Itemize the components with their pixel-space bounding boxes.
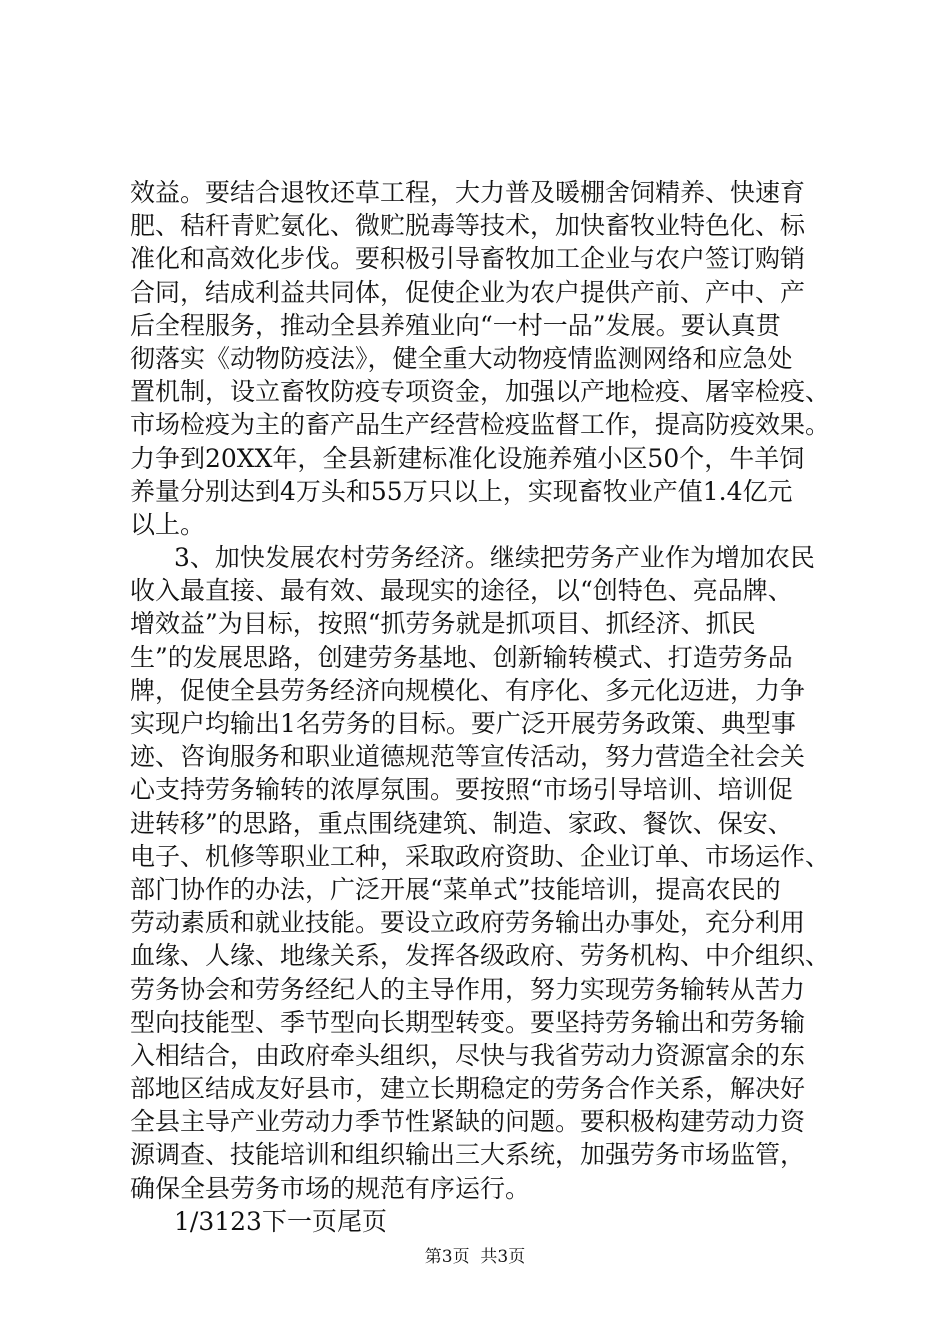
text-line: 肥、秸秆青贮氨化、微贮脱毒等技术，加快畜牧业特色化、标 [130,211,806,241]
text-line: 源调查、技能培训和组织输出三大系统，加强劳务市场监管， [130,1140,806,1170]
text-line: 确保全县劳务市场的规范有序运行。 [130,1173,531,1203]
text-line: 血缘、人缘、地缘关系，发挥各级政府、劳务机构、中介组织、 [130,941,831,971]
text-line: 心支持劳务输转的浓厚氛围。要按照“市场引导培训、培训促 [130,775,793,805]
pagination-text: 1/3123下一页尾页 [174,1206,387,1236]
text-line: 养量分别达到4万头和55万只以上，实现畜牧业产值1.4亿元 [130,476,793,506]
text-line: 生”的发展思路，创建劳务基地、创新输转模式、打造劳务品 [130,642,793,672]
text-line: 实现户均输出1名劳务的目标。要广泛开展劳务政策、典型事 [130,709,796,738]
text-line: 增效益”为目标，按照“抓劳务就是抓项目、抓经济、抓民 [130,609,756,639]
text-line: 型向技能型、季节型向长期型转变。要坚持劳务输出和劳务输 [130,1007,806,1037]
text-line: 部门协作的办法，广泛开展“菜单式”技能培训，提高农民的 [130,874,781,904]
text-line: 准化和高效化步伐。要积极引导畜牧加工企业与农户签订购销 [130,244,806,274]
page-footer: 第3页 共3页 [424,1247,526,1267]
text-line: 彻落实《动物防疫法》，健全重大动物疫情监测网络和应急处 [130,343,793,373]
body-text [130,176,830,1238]
text-line: 牌，促使全县劳务经济向规模化、有序化、多元化迈进，力争 [130,675,806,705]
text-line: 置机制，设立畜牧防疫专项资金，加强以产地检疫、屠宰检疫、 [130,377,831,407]
text-line: 劳务协会和劳务经纪人的主导作用，努力实现劳务输转从苦力 [130,974,806,1004]
text-line: 后全程服务，推动全县养殖业向“一村一品”发展。要认真贯 [130,310,781,340]
text-line: 迹、咨询服务和职业道德规范等宣传活动，努力营造全社会关 [130,742,806,772]
text-line: 合同，结成利益共同体，促使企业为农户提供产前、产中、产 [130,277,806,307]
text-line: 以上。 [130,509,206,539]
paragraph-start-line: 3、加快发展农村劳务经济。继续把劳务产业作为增加农民 [174,543,815,573]
text-line: 全县主导产业劳动力季节性紧缺的问题。要积极构建劳动力资 [130,1107,806,1137]
text-line: 市场检疫为主的畜产品生产经营检疫监督工作，提高防疫效果。 [130,410,831,440]
text-line: 效益。要结合退牧还草工程，大力普及暖棚舍饲精养、快速育 [130,178,806,207]
text-line: 进转移”的思路，重点围绕建筑、制造、家政、餐饮、保安、 [130,808,793,838]
text-line: 收入最直接、最有效、最现实的途径，以“创特色、亮品牌、 [130,576,793,606]
text-line: 力争到20XX年，全县新建标准化设施养殖小区50个，牛羊饲 [130,443,805,473]
text-line: 电子、机修等职业工种，采取政府资助、企业订单、市场运作、 [130,841,831,871]
text-line: 部地区结成友好县市，建立长期稳定的劳务合作关系，解决好 [130,1074,806,1104]
text-line: 入相结合，由政府牵头组织，尽快与我省劳动力资源富余的东 [130,1040,806,1070]
text-line: 劳动素质和就业技能。要设立政府劳务输出办事处，充分利用 [130,908,806,938]
